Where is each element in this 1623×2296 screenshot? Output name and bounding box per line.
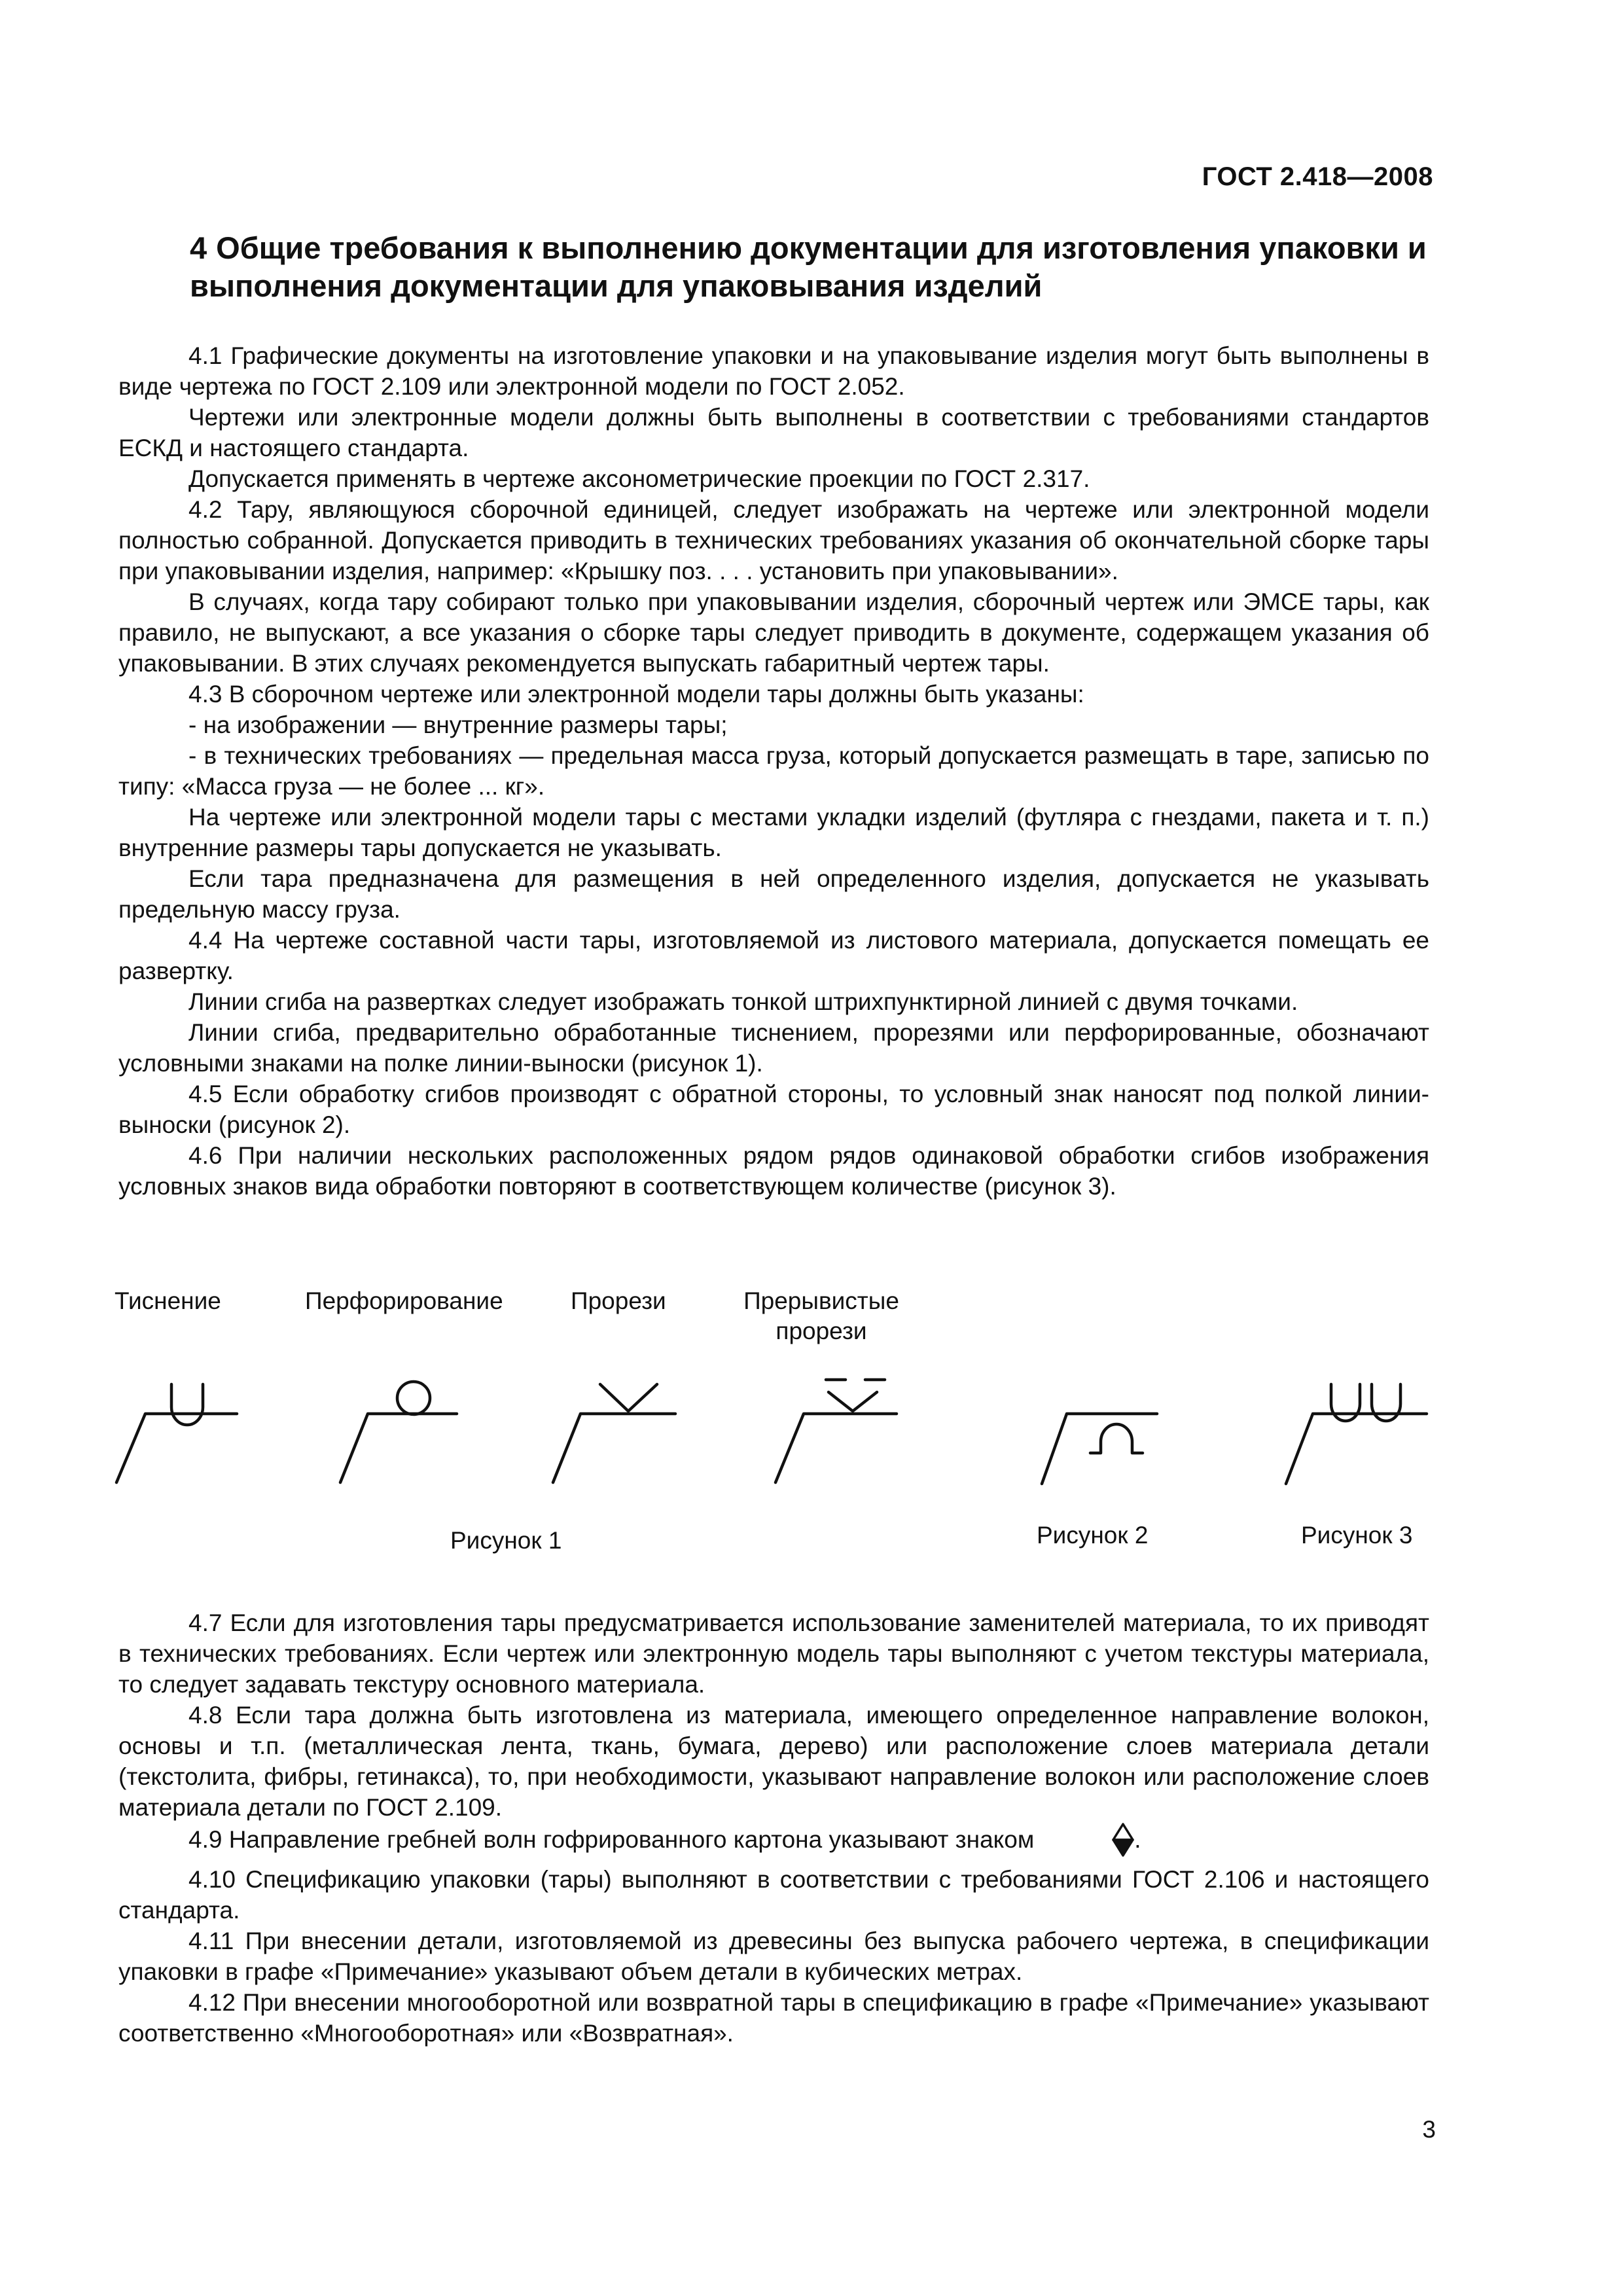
paragraph: 4.10 Спецификацию упаковки (тары) выполняют в соответствии с требованиями ГОСТ 2.106 и настоящего стандарта. (118, 1866, 1429, 1924)
paragraph: 4.2 Тару, являющуюся сборочной единицей, следует изображать на чертеже или электронной модели полностью собранной. Допускается приводить в технических требованиях указания об окончательной сборке тары при упаковывании изделия, например: «Крышку поз. . . . установить при упаковывании». (118, 496, 1429, 584)
paragraph: В случаях, когда тару собирают только при упаковывании изделия, сборочный чертеж или ЭМСЕ тары, как правило, не выпускают, а все указания о сборке тары следует приводить в документе, содержащем указания об упаковывании. В этих случаях рекомендуется выпускать габаритный чертеж тары. (118, 588, 1429, 677)
corrugation-direction-icon (1042, 1823, 1134, 1864)
list-item: - в технических требованиях — предельная масса груза, который допускается размещать в таре, записью по типу: «Масса груза — не более ... кг». (118, 742, 1429, 800)
label-perforation: Перфорирование (305, 1287, 503, 1314)
paragraph: 4.5 Если обработку сгибов производят с обратной стороны, то условный знак наносят под полкой линии-выноски (рисунок 2). (118, 1081, 1429, 1138)
paragraph: 4.12 При внесении многооборотной или возвратной тары в спецификацию в графе «Примечание» указывают соответственно «Многооборотная» или «Возвратная». (118, 1989, 1429, 2047)
label-dashed-slits: Прерывистые прорези (743, 1287, 899, 1344)
page-number: 3 (1422, 2116, 1436, 2143)
paragraph-4-9-end: . (1134, 1826, 1141, 1853)
perforation-symbol (340, 1382, 457, 1482)
paragraph: 4.1 Графические документы на изготовление упаковки и на упаковывание изделия могут быть выполнены в виде чертежа по ГОСТ 2.109 или электронной модели по ГОСТ 2.052. (118, 342, 1429, 400)
text-block-after-figure (118, 1607, 1429, 2049)
caption-figure-2: Рисунок 2 (1037, 1522, 1149, 1549)
label-slits: Прорези (571, 1287, 666, 1314)
embossing-symbol (116, 1384, 237, 1482)
caption-figure-1: Рисунок 1 (450, 1527, 562, 1554)
list-item: - на изображении — внутренние размеры тары; (188, 711, 728, 738)
paragraph: 4.11 При внесении детали, изготовляемой из древесины без выпуска рабочего чертежа, в спецификации упаковки в графе «Примечание» указывают объем детали в кубических метрах. (118, 1928, 1429, 1985)
paragraph: 4.3 В сборочном чертеже или электронной модели тары должны быть указаны: (188, 681, 1084, 708)
paragraph: 4.8 Если тара должна быть изготовлена из материала, имеющего определенное направление волокон, основы и т.п. (металлическая лента, ткань, бумага, дерево) или расположение слоев материала детали (текстолита, фибры, гетинакса), то, при необходимости, указывают направление волокон или расположение слоев материала детали по ГОСТ 2.109. (118, 1702, 1429, 1821)
caption-figure-3: Рисунок 3 (1301, 1522, 1413, 1549)
paragraph: 4.6 При наличии нескольких расположенных рядом рядов одинаковой обработки сгибов изображения условных знаков вида обработки повторяют в соответствующем количестве (рисунок 3). (118, 1142, 1429, 1200)
paragraph-4-9-text: 4.9 Направление гребней волн гофрированного картона указывают знаком (188, 1826, 1035, 1853)
text-block-before-figure (118, 340, 1429, 1202)
paragraph: Допускается применять в чертеже аксонометрические проекции по ГОСТ 2.317. (188, 465, 1090, 492)
section-title-text: Общие требования к выполнению документации для изготовления упаковки и выполнения документации для упаковывания изделий (190, 230, 1427, 303)
paragraph: 4.7 Если для изготовления тары предусматривается использование заменителей материала, то их приводят в технических требованиях. Если чертеж или электронную модель тары выполняют с учетом текстуры материала, то следует задавать текстуру основного материала. (118, 1609, 1429, 1698)
section-number: 4 (190, 230, 207, 265)
dashed-slits-symbol (776, 1380, 897, 1482)
figure-fold-symbols (0, 1273, 1623, 1581)
paragraph: Если тара предназначена для размещения в ней определенного изделия, допускается не указывать предельную массу груза. (118, 865, 1429, 923)
paragraph: На чертеже или электронной модели тары с местами укладки изделий (футляра с гнездами, пакета и т. п.) внутренние размеры тары допускается не указывать. (118, 804, 1429, 861)
paragraph: 4.4 На чертеже составной части тары, изготовляемой из листового материала, допускается помещать ее развертку. (118, 927, 1429, 984)
label-embossing: Тиснение (115, 1287, 221, 1314)
paragraph: Чертежи или электронные модели должны быть выполнены в соответствии с требованиями стандартов ЕСКД и настоящего стандарта. (118, 404, 1429, 461)
slits-symbol (553, 1384, 675, 1482)
reverse-embossing-symbol (1042, 1414, 1157, 1484)
paragraph: Линии сгиба, предварительно обработанные тиснением, прорезями или перфорированные, обозначают условными знаками на полке линии-выноски (рисунок 1). (118, 1019, 1429, 1077)
double-embossing-symbol (1286, 1384, 1427, 1484)
section-heading (190, 229, 1433, 305)
paragraph: Линии сгиба на развертках следует изображать тонкой штрихпунктирной линией с двумя точками. (188, 988, 1298, 1015)
paragraph-4-9 (118, 1823, 1429, 1864)
document-code: ГОСТ 2.418—2008 (1202, 162, 1433, 191)
